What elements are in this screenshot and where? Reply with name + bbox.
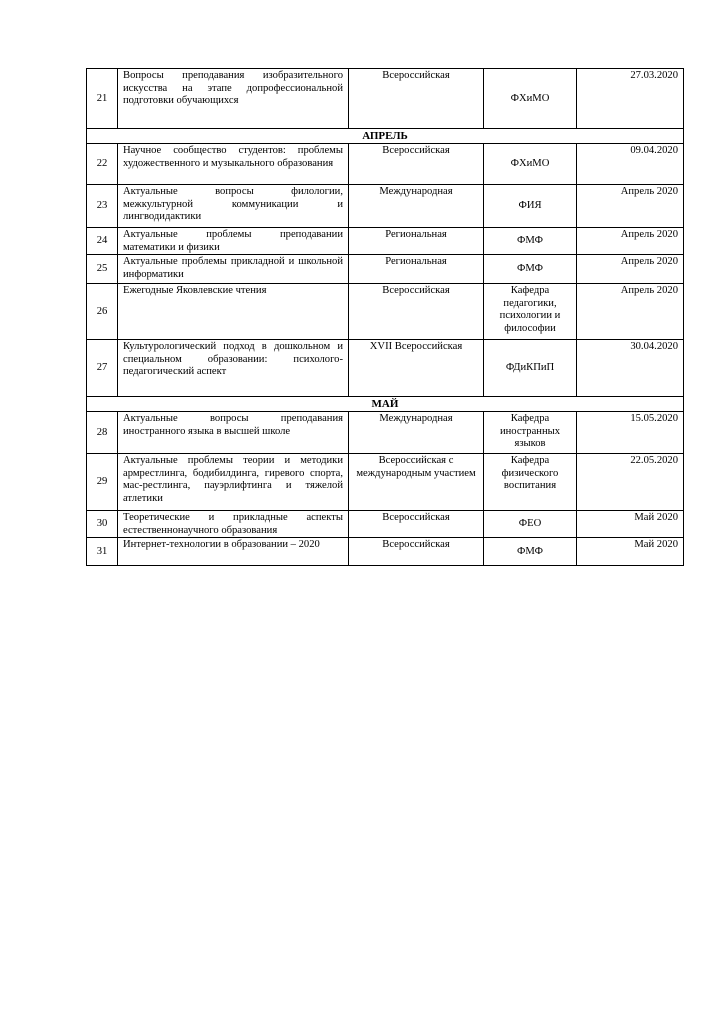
event-level: Всероссийская: [349, 144, 484, 185]
event-title: Актуальные проблемы теории и методики армрестлинга, бодибилдинга, гиревого спорта, мас-рестлинга, пауэрлифтинга и тяжелой атлетики: [118, 454, 349, 511]
event-date: 30.04.2020: [577, 340, 684, 397]
month-header-row: [87, 397, 684, 412]
table-row: [87, 284, 684, 340]
event-date: Май 2020: [577, 538, 684, 566]
event-date: 22.05.2020: [577, 454, 684, 511]
organizer: ФЕО: [484, 511, 577, 538]
event-date: Апрель 2020: [577, 185, 684, 228]
event-level: Региональная: [349, 228, 484, 255]
event-level: Региональная: [349, 255, 484, 284]
table-row: [87, 340, 684, 397]
event-title: Вопросы преподавания изобразительного искусства на этапе допрофессиональной подготовки обучающихся: [118, 69, 349, 129]
month-header: МАЙ: [87, 397, 684, 412]
event-title: Теоретические и прикладные аспекты естественнонаучного образования: [118, 511, 349, 538]
row-number: 30: [87, 511, 118, 538]
event-title: Интернет-технологии в образовании – 2020: [118, 538, 349, 566]
row-number: 24: [87, 228, 118, 255]
event-title: Ежегодные Яковлевские чтения: [118, 284, 349, 340]
event-level: XVII Всероссийская: [349, 340, 484, 397]
event-level: Всероссийская: [349, 538, 484, 566]
table-row: [87, 69, 684, 129]
table-row: [87, 185, 684, 228]
table-row: [87, 454, 684, 511]
event-level: Международная: [349, 412, 484, 454]
row-number: 25: [87, 255, 118, 284]
organizer: ФМФ: [484, 255, 577, 284]
row-number: 23: [87, 185, 118, 228]
event-date: Апрель 2020: [577, 255, 684, 284]
month-header-row: [87, 129, 684, 144]
event-title: Актуальные вопросы преподавания иностранного языка в высшей школе: [118, 412, 349, 454]
organizer: Кафедра физического воспитания: [484, 454, 577, 511]
organizer: Кафедра педагогики, психологии и философии: [484, 284, 577, 340]
event-title: Научное сообщество студентов: проблемы художественного и музыкального образования: [118, 144, 349, 185]
event-level: Всероссийская с международным участием: [349, 454, 484, 511]
event-date: Апрель 2020: [577, 284, 684, 340]
row-number: 21: [87, 69, 118, 129]
event-date: Май 2020: [577, 511, 684, 538]
table-row: [87, 538, 684, 566]
table-row: [87, 144, 684, 185]
organizer: Кафедра иностранных языков: [484, 412, 577, 454]
event-title: Актуальные вопросы филологии, межкультурной коммуникации и лингводидактики: [118, 185, 349, 228]
event-date: Апрель 2020: [577, 228, 684, 255]
organizer: ФИЯ: [484, 185, 577, 228]
table-row: [87, 255, 684, 284]
organizer: ФХиМО: [484, 144, 577, 185]
table-row: [87, 511, 684, 538]
organizer: ФДиКПиП: [484, 340, 577, 397]
events-table: [86, 68, 684, 566]
table-row: [87, 228, 684, 255]
event-date: 27.03.2020: [577, 69, 684, 129]
row-number: 22: [87, 144, 118, 185]
event-date: 15.05.2020: [577, 412, 684, 454]
organizer: ФМФ: [484, 538, 577, 566]
table-row: [87, 412, 684, 454]
event-level: Всероссийская: [349, 284, 484, 340]
event-title: Актуальные проблемы преподавании математики и физики: [118, 228, 349, 255]
event-date: 09.04.2020: [577, 144, 684, 185]
event-level: Международная: [349, 185, 484, 228]
row-number: 26: [87, 284, 118, 340]
row-number: 31: [87, 538, 118, 566]
row-number: 29: [87, 454, 118, 511]
month-header: АПРЕЛЬ: [87, 129, 684, 144]
organizer: ФМФ: [484, 228, 577, 255]
event-level: Всероссийская: [349, 69, 484, 129]
event-title: Актуальные проблемы прикладной и школьной информатики: [118, 255, 349, 284]
organizer: ФХиМО: [484, 69, 577, 129]
row-number: 27: [87, 340, 118, 397]
event-level: Всероссийская: [349, 511, 484, 538]
row-number: 28: [87, 412, 118, 454]
event-title: Культурологический подход в дошкольном и специальном образовании: психолого-педагогический аспект: [118, 340, 349, 397]
